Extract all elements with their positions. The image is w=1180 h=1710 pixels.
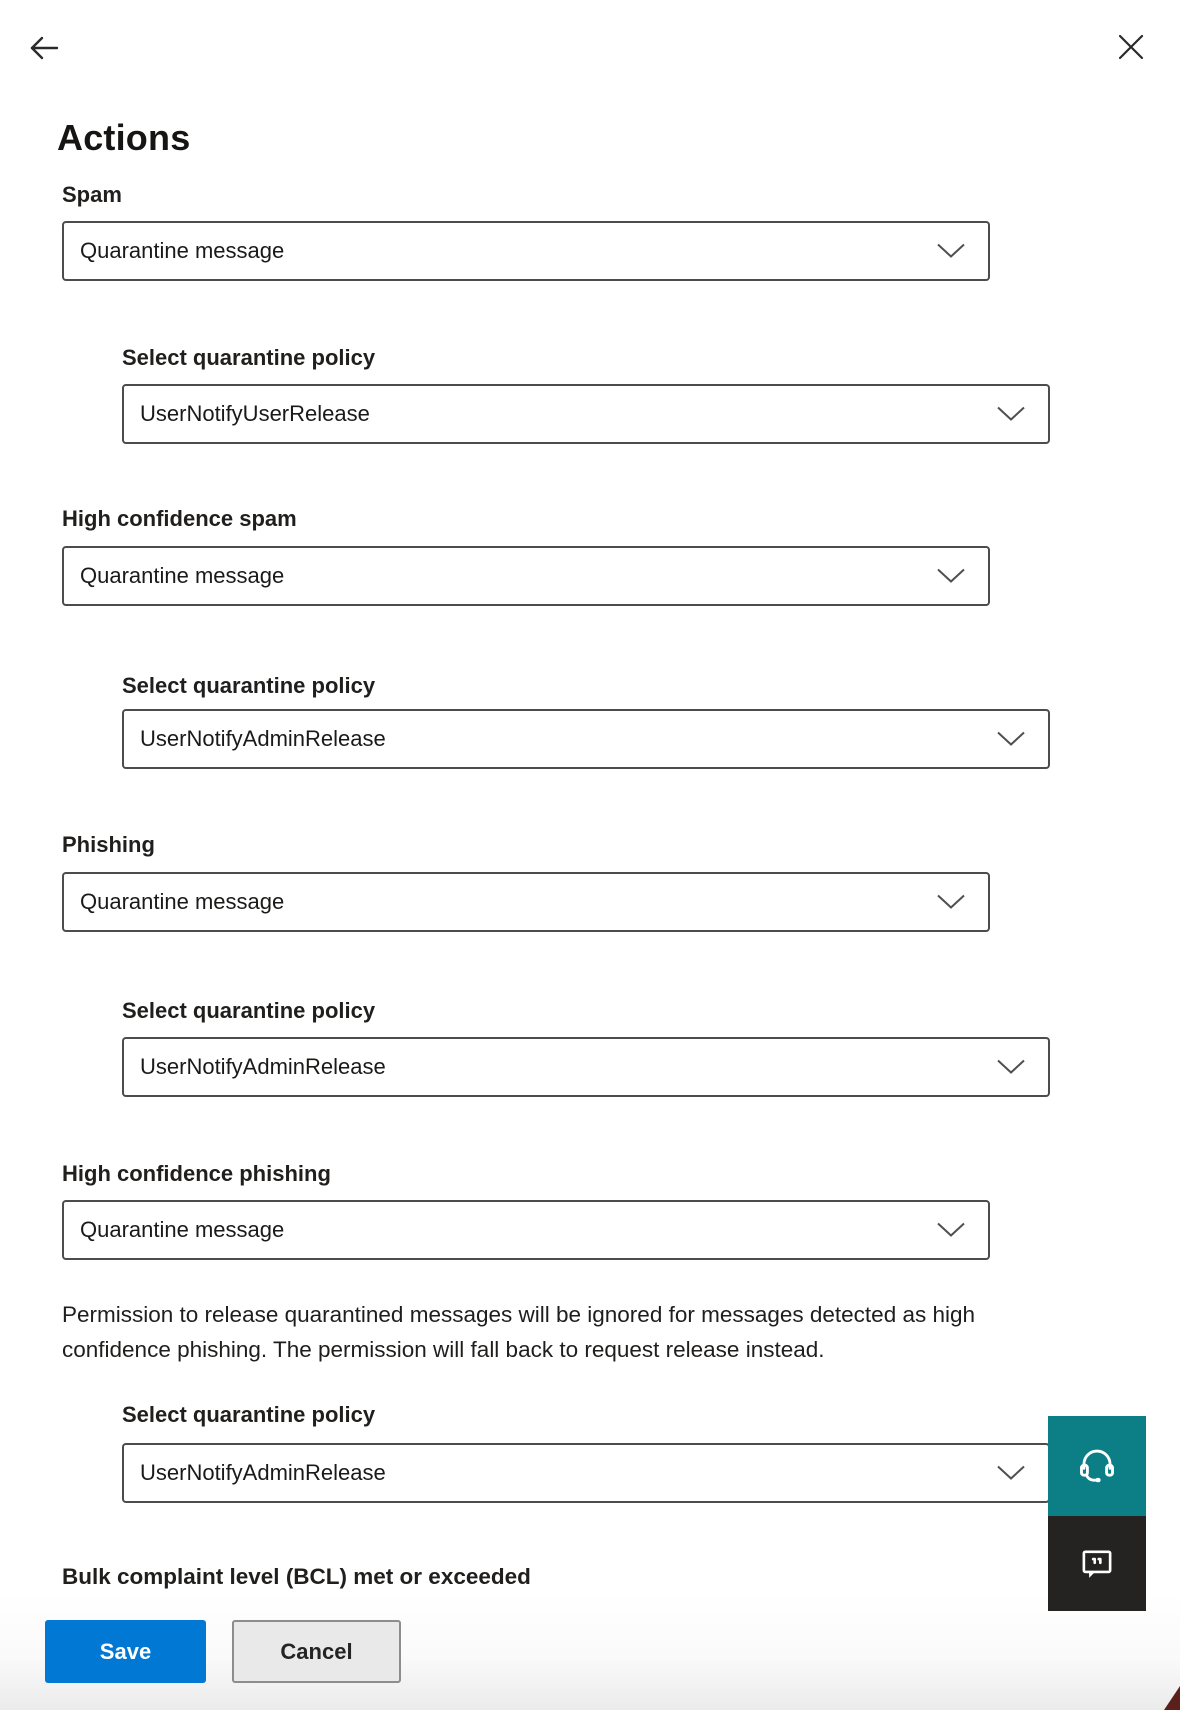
- dropdown-value: Quarantine message: [80, 238, 285, 263]
- hcp-quarantine-policy-dropdown[interactable]: [122, 1443, 1050, 1503]
- high-confidence-phishing-note: Permission to release quarantined messages will be ignored for messages detected as high confidence phishing. The permission will fall back to request release instead.: [62, 1302, 976, 1362]
- page-title: Actions: [57, 117, 191, 159]
- chevron-down-icon: [996, 1465, 1026, 1482]
- close-icon: [1117, 33, 1145, 61]
- field-label-phishing: Phishing: [62, 832, 155, 857]
- dropdown-value: Quarantine message: [80, 1217, 285, 1242]
- hcs-quarantine-policy-dropdown[interactable]: [122, 709, 1050, 769]
- chevron-down-icon: [996, 406, 1026, 423]
- chevron-down-icon: [996, 731, 1026, 748]
- help-button[interactable]: [1048, 1416, 1146, 1516]
- field-label-phishing-policy: Select quarantine policy: [122, 998, 376, 1023]
- phishing-action-dropdown[interactable]: [62, 872, 990, 932]
- high-confidence-phishing-action-dropdown[interactable]: [62, 1200, 990, 1260]
- chevron-down-icon: [936, 894, 966, 911]
- field-label-high-confidence-spam: High confidence spam: [62, 506, 297, 531]
- field-label-spam: Spam: [62, 182, 122, 207]
- phishing-quarantine-policy-dropdown[interactable]: [122, 1037, 1050, 1097]
- chevron-down-icon: [936, 1222, 966, 1239]
- back-button[interactable]: [22, 26, 66, 70]
- dropdown-value: UserNotifyAdminRelease: [140, 726, 386, 751]
- high-confidence-spam-action-dropdown[interactable]: [62, 546, 990, 606]
- field-label-high-confidence-phishing: High confidence phishing: [62, 1161, 331, 1186]
- chat-icon: [1076, 1543, 1118, 1585]
- dropdown-value: UserNotifyUserRelease: [140, 401, 370, 426]
- headset-icon: [1074, 1443, 1120, 1489]
- dropdown-value: Quarantine message: [80, 563, 285, 588]
- dropdown-value: UserNotifyAdminRelease: [140, 1460, 386, 1485]
- spam-action-dropdown[interactable]: [62, 221, 990, 281]
- arrow-left-icon: [26, 30, 62, 66]
- chevron-down-icon: [996, 1059, 1026, 1076]
- save-button[interactable]: Save: [45, 1620, 206, 1683]
- field-label-hcs-policy: Select quarantine policy: [122, 673, 376, 698]
- chevron-down-icon: [936, 568, 966, 585]
- spam-quarantine-policy-dropdown[interactable]: [122, 384, 1050, 444]
- field-label-spam-policy: Select quarantine policy: [122, 345, 376, 370]
- dropdown-value: Quarantine message: [80, 889, 285, 914]
- corner-artifact: [1164, 1686, 1180, 1710]
- close-button[interactable]: [1109, 25, 1153, 69]
- dropdown-value: UserNotifyAdminRelease: [140, 1054, 386, 1079]
- cancel-button[interactable]: Cancel: [232, 1620, 401, 1683]
- feedback-button[interactable]: [1048, 1516, 1146, 1611]
- bulk-complaint-label: Bulk complaint level (BCL) met or exceeded: [62, 1564, 531, 1589]
- field-label-hcp-policy: Select quarantine policy: [122, 1402, 376, 1427]
- chevron-down-icon: [936, 243, 966, 260]
- bulk-complaint-section: [62, 1564, 862, 1593]
